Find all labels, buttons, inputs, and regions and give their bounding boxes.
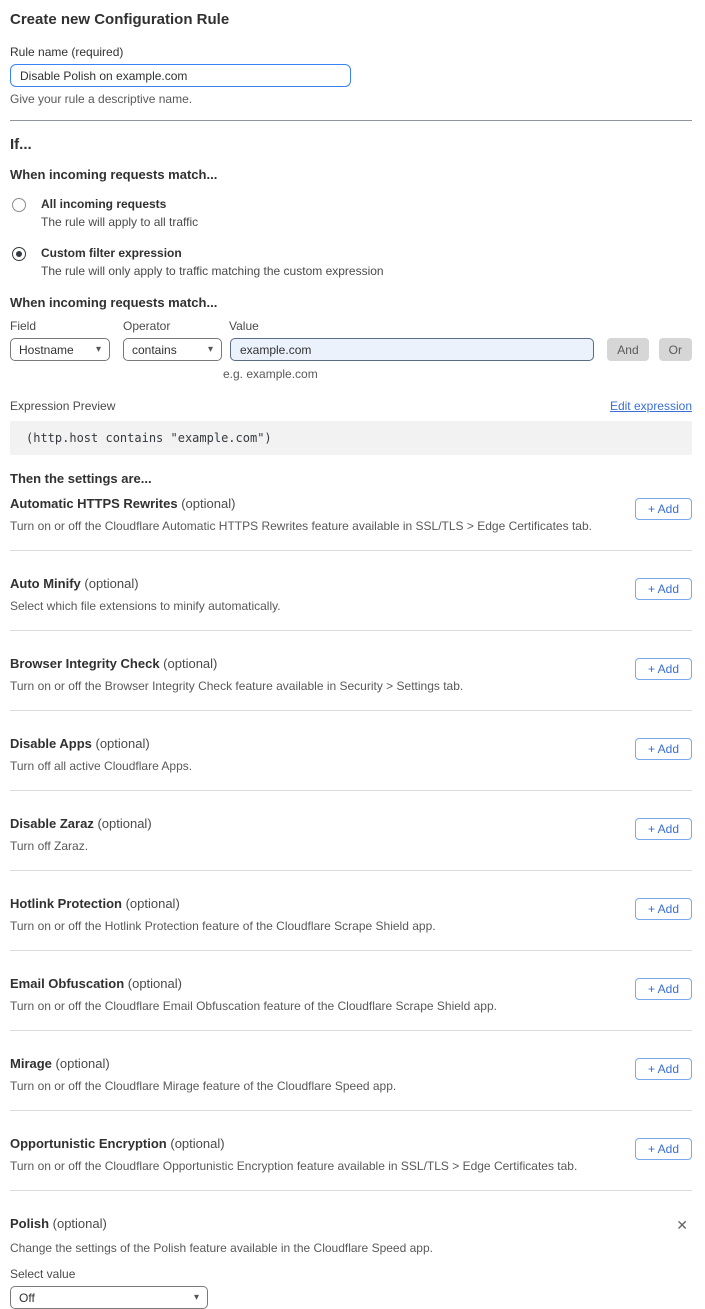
rule-name-group xyxy=(10,45,692,106)
radio-label: All incoming requests xyxy=(41,197,167,211)
add-button[interactable]: + Add xyxy=(635,498,692,520)
field-select-value: Hostname xyxy=(19,342,74,357)
setting-row-opportunistic-encryption xyxy=(10,1111,692,1191)
operator-select[interactable] xyxy=(123,338,222,361)
add-button[interactable]: + Add xyxy=(635,978,692,1000)
polish-select-value: Off xyxy=(19,1290,35,1305)
setting-name: Auto Minify xyxy=(10,576,81,591)
add-button[interactable]: + Add xyxy=(635,658,692,680)
setting-name: Mirage xyxy=(10,1056,52,1071)
setting-title xyxy=(10,576,281,592)
setting-optional: (optional) xyxy=(163,656,218,671)
radio-button-icon[interactable] xyxy=(12,198,26,212)
setting-name: Disable Apps xyxy=(10,736,92,751)
add-button[interactable]: + Add xyxy=(635,578,692,600)
setting-description: Turn off all active Cloudflare Apps. xyxy=(10,759,193,773)
expression-preview-label: Expression Preview xyxy=(10,399,116,413)
builder-labels xyxy=(10,319,692,333)
setting-row-mirage xyxy=(10,1031,692,1111)
builder-row xyxy=(10,338,692,361)
setting-row-hotlink-protection xyxy=(10,871,692,951)
setting-text xyxy=(10,1056,396,1093)
setting-title xyxy=(10,1056,396,1072)
setting-name: Email Obfuscation xyxy=(10,976,125,991)
setting-title xyxy=(10,976,497,992)
request-match-radio-group xyxy=(10,197,692,278)
expression-builder xyxy=(10,319,692,381)
operator-label: Operator xyxy=(123,319,171,333)
add-button[interactable]: + Add xyxy=(635,1058,692,1080)
or-button[interactable]: Or xyxy=(659,338,692,361)
radio-option-custom-filter-expression[interactable] xyxy=(10,246,692,278)
value-input[interactable] xyxy=(230,338,594,361)
expression-preview-header xyxy=(10,399,692,413)
setting-name: Opportunistic Encryption xyxy=(10,1136,167,1151)
setting-optional: (optional) xyxy=(52,1216,107,1231)
setting-title xyxy=(10,1216,107,1232)
setting-row-auto-minify xyxy=(10,551,692,631)
chevron-down-icon: ▾ xyxy=(207,344,213,355)
setting-title xyxy=(10,736,192,752)
radio-label: Custom filter expression xyxy=(41,246,182,260)
setting-row-automatic-https-rewrites xyxy=(10,487,692,551)
close-icon[interactable]: ✕ xyxy=(676,1217,688,1233)
setting-description: Select which file extensions to minify automatically. xyxy=(10,599,281,613)
setting-name: Polish xyxy=(10,1216,50,1231)
radio-option-all-incoming-requests[interactable] xyxy=(10,197,692,229)
add-button[interactable]: + Add xyxy=(635,898,692,920)
setting-optional: (optional) xyxy=(181,496,236,511)
expression-preview-code: (http.host contains "example.com") xyxy=(10,421,692,455)
setting-optional: (optional) xyxy=(170,1136,225,1151)
setting-description: Change the settings of the Polish feature available in the Cloudflare Speed app. xyxy=(10,1241,433,1255)
operator-select-value: contains xyxy=(132,342,177,357)
radio-description: The rule will apply to all traffic xyxy=(41,215,199,229)
add-button[interactable]: + Add xyxy=(635,1138,692,1160)
setting-optional: (optional) xyxy=(127,976,182,991)
setting-title xyxy=(10,656,463,672)
chevron-down-icon: ▾ xyxy=(193,1292,199,1303)
setting-description: Turn off Zaraz. xyxy=(10,839,89,853)
setting-name: Disable Zaraz xyxy=(10,816,94,831)
setting-optional: (optional) xyxy=(97,816,152,831)
setting-text xyxy=(10,1216,107,1232)
edit-expression-link[interactable]: Edit expression xyxy=(609,399,692,413)
setting-name: Automatic HTTPS Rewrites xyxy=(10,496,178,511)
divider xyxy=(10,120,692,121)
value-helper: e.g. example.com xyxy=(223,367,318,381)
rule-name-helper: Give your rule a descriptive name. xyxy=(10,92,193,106)
setting-title xyxy=(10,816,152,832)
match-heading: When incoming requests match... xyxy=(10,167,218,182)
add-button[interactable]: + Add xyxy=(635,738,692,760)
radio-text xyxy=(41,197,198,229)
chevron-down-icon: ▾ xyxy=(95,344,101,355)
rule-name-input[interactable] xyxy=(10,64,351,87)
setting-row-polish xyxy=(10,1191,692,1309)
setting-text xyxy=(10,736,192,773)
setting-description: Turn on or off the Cloudflare Automatic HTTPS Rewrites feature available in SSL/TLS > Edge Certificates tab. xyxy=(10,519,592,533)
setting-optional: (optional) xyxy=(125,896,180,911)
setting-optional: (optional) xyxy=(84,576,139,591)
setting-text xyxy=(10,816,152,853)
setting-title xyxy=(10,1136,577,1152)
radio-description: The rule will only apply to traffic matching the custom expression xyxy=(41,264,384,278)
setting-description: Turn on or off the Cloudflare Opportunistic Encryption feature available in SSL/TLS > Edge Certificates tab. xyxy=(10,1159,578,1173)
setting-title xyxy=(10,496,592,512)
setting-description: Turn on or off the Cloudflare Email Obfuscation feature of the Cloudflare Scrape Shield app. xyxy=(10,999,497,1013)
add-button[interactable]: + Add xyxy=(635,818,692,840)
polish-value-select[interactable] xyxy=(10,1286,208,1309)
if-heading: If... xyxy=(10,136,32,153)
then-settings-heading: Then the settings are... xyxy=(10,471,152,486)
setting-title xyxy=(10,896,436,912)
setting-text xyxy=(10,896,436,933)
setting-optional: (optional) xyxy=(55,1056,110,1071)
expression-builder-heading: When incoming requests match... xyxy=(10,295,218,310)
setting-row-browser-integrity-check xyxy=(10,631,692,711)
field-label: Field xyxy=(10,319,37,333)
settings-list xyxy=(10,487,692,1309)
setting-description: Turn on or off the Hotlink Protection feature of the Cloudflare Scrape Shield app. xyxy=(10,919,436,933)
setting-description: Turn on or off the Browser Integrity Check feature available in Security > Settings tab. xyxy=(10,679,464,693)
setting-text xyxy=(10,656,463,693)
setting-text xyxy=(10,576,281,613)
setting-text xyxy=(10,976,497,1013)
and-button[interactable]: And xyxy=(607,338,648,361)
setting-text xyxy=(10,1136,577,1173)
radio-button-icon[interactable] xyxy=(12,247,26,261)
setting-text xyxy=(10,496,592,533)
radio-text xyxy=(41,246,384,278)
polish-header xyxy=(10,1216,692,1234)
rule-name-label: Rule name (required) xyxy=(10,45,124,59)
setting-name: Browser Integrity Check xyxy=(10,656,160,671)
setting-description: Turn on or off the Cloudflare Mirage feature of the Cloudflare Speed app. xyxy=(10,1079,397,1093)
setting-row-disable-zaraz xyxy=(10,791,692,871)
setting-name: Hotlink Protection xyxy=(10,896,122,911)
setting-row-disable-apps xyxy=(10,711,692,791)
value-label: Value xyxy=(229,319,259,333)
page-title: Create new Configuration Rule xyxy=(10,11,230,28)
field-select[interactable] xyxy=(10,338,110,361)
polish-select-label: Select value xyxy=(10,1267,76,1281)
setting-optional: (optional) xyxy=(95,736,150,751)
setting-row-email-obfuscation xyxy=(10,951,692,1031)
